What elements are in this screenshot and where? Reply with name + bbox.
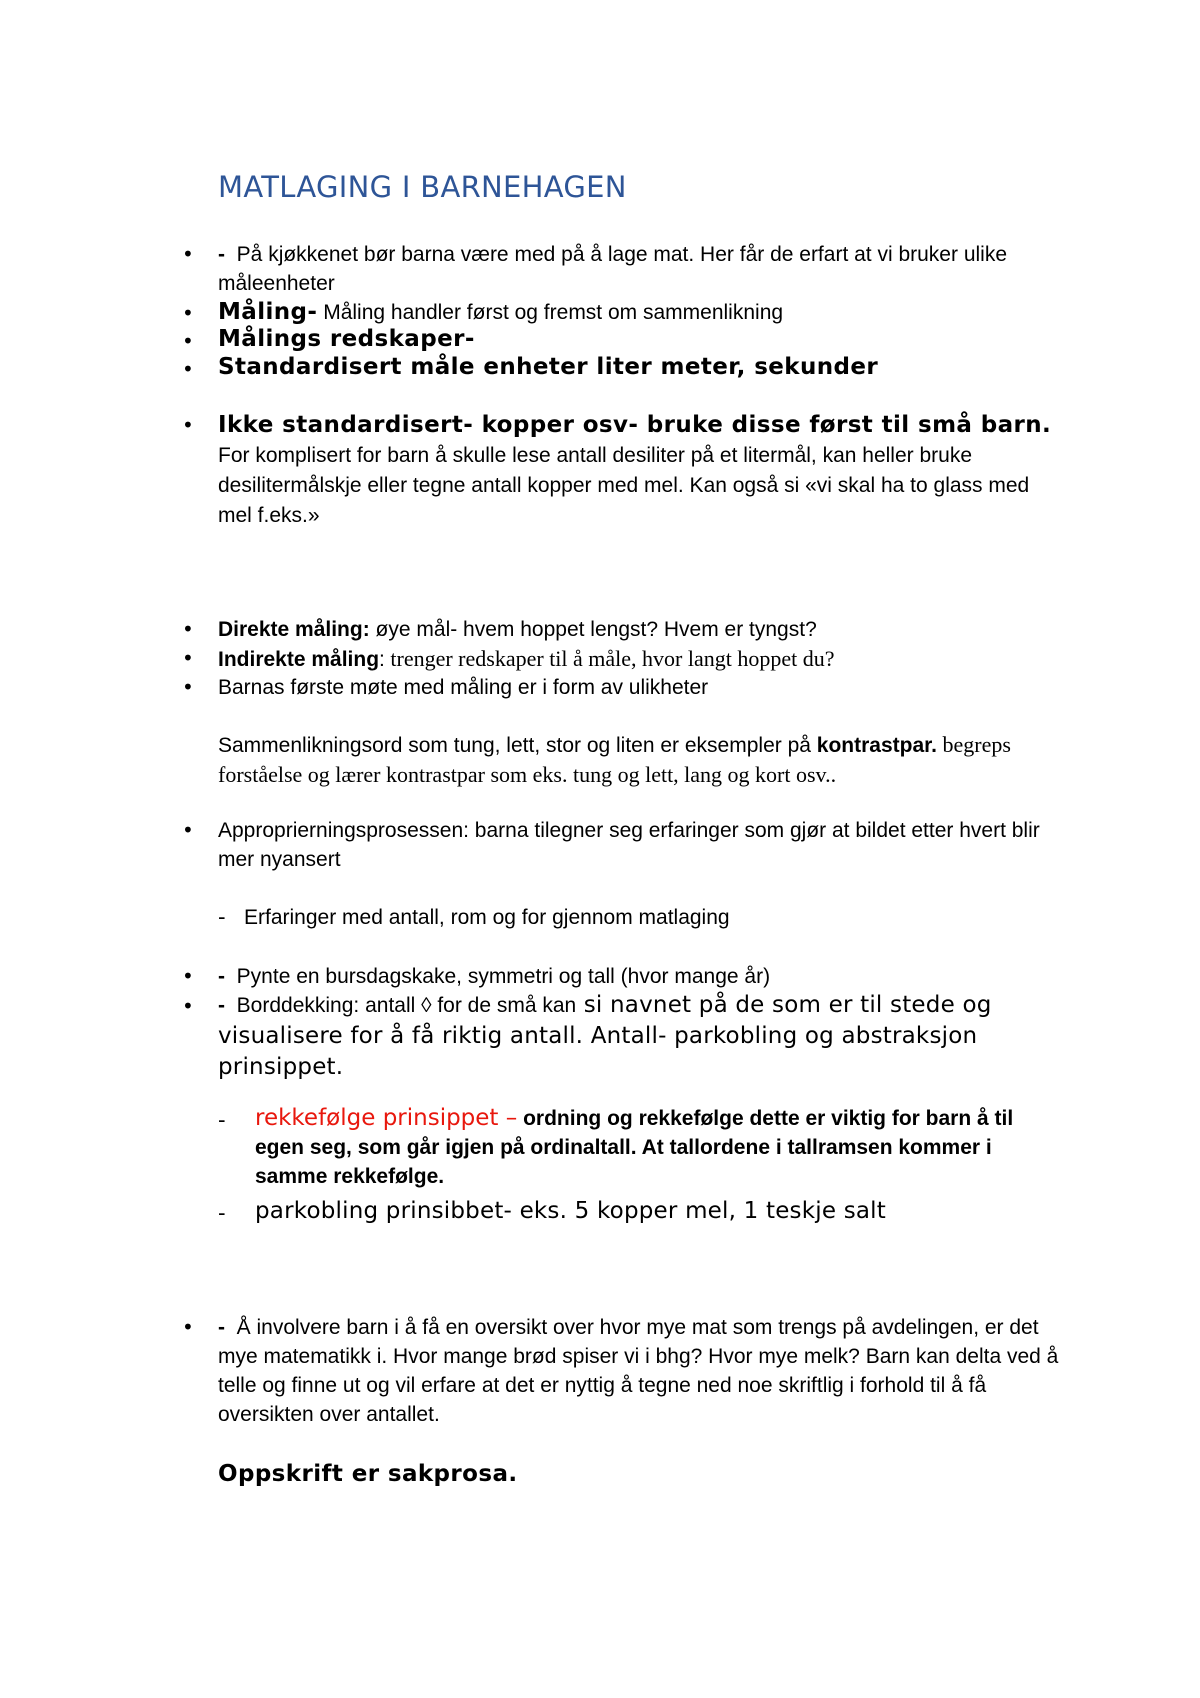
list-item (218, 962, 770, 991)
item-bold: Direkte måling: (218, 618, 370, 641)
list-item (218, 298, 783, 327)
bullet-icon: • (182, 301, 194, 325)
item-text: Pynte en bursdagskake, symmetri og tall (hvor mange år) (236, 965, 771, 988)
dash-marker: - (218, 994, 225, 1017)
dash-marker: - (218, 243, 225, 266)
bullet-icon: • (182, 242, 194, 266)
item-bold: Måling- (218, 299, 318, 325)
item-text: Borddekking: antall ◊ for de små kan (236, 994, 577, 1017)
bullet-icon: • (182, 617, 194, 641)
bullet-icon: • (182, 646, 194, 670)
bullet-icon: • (182, 675, 194, 699)
bullet-icon: • (182, 357, 194, 381)
dash-marker: - (218, 1108, 226, 1132)
bullet-icon: • (182, 964, 194, 988)
list-item (218, 816, 1080, 874)
list-item (218, 644, 835, 674)
paragraph-bold: kontrastpar. (816, 734, 937, 757)
bullet-icon: • (182, 329, 194, 353)
list-item (218, 353, 878, 382)
item-bold: Standardisert måle enheter liter meter, sekunder (218, 354, 879, 380)
list-item (218, 325, 475, 354)
list-item (218, 240, 1070, 298)
dash-marker: - (218, 965, 225, 988)
item-bold: Indirekte måling (218, 648, 380, 671)
item-text: Barnas første møte med måling er i form av ulikheter (218, 676, 709, 699)
list-item (218, 1313, 1060, 1429)
item-text: For komplisert for barn å skulle lese antall desiliter på et litermål, kan heller bruke desilitermålskje eller tegne antall kopper med mel. Kan også si «vi skal ha to glass med mel f.eks.» (218, 444, 1030, 527)
paragraph-serif: begreps forståelse og lærer kontrastpar som eks. tung og lett, lang og kort osv.. (218, 732, 1011, 787)
item-bold: ordning og rekkefølge dette er viktig for barn å til egen seg, som går igjen på ordinaltall. At tallordene i tallramsen kommer i samme rekkefølge. (255, 1107, 1014, 1188)
dash-marker: - (218, 1201, 226, 1225)
red-heading: rekkefølge prinsippet – (255, 1105, 518, 1131)
bullet-icon: • (182, 413, 194, 437)
list-item (218, 410, 1060, 531)
item-text: øye mål- hvem hoppet lengst? Hvem er tyngst? (369, 618, 817, 641)
item-bold: Ikke standardisert- kopper osv- bruke disse først til små barn. (218, 412, 1052, 438)
bullet-icon: • (182, 818, 194, 842)
list-item (218, 615, 817, 644)
item-bold: Målings redskaper- (218, 326, 475, 352)
bullet-icon: • (182, 994, 194, 1018)
paragraph-bold: Oppskrift er sakprosa. (218, 1461, 518, 1487)
paragraph (218, 730, 1090, 790)
dash-item (255, 1104, 1050, 1191)
closing-paragraph (218, 1460, 518, 1489)
item-text: Måling handler først og fremst om sammenlikning (317, 301, 784, 324)
list-item (218, 673, 708, 702)
item-text: Erfaringer med antall, rom og for gjennom matlaging (244, 906, 730, 929)
item-large-text: si navnet på de som er til stede og visualisere for å få riktig antall. Antall- parkobling og abstraksjon prinsippet. (218, 992, 992, 1080)
item-text: trenger redskaper til å måle, hvor langt hoppet du? (384, 646, 835, 671)
bullet-icon: • (182, 1315, 194, 1339)
document-title: MATLAGING I BARNEHAGEN (218, 170, 627, 204)
dash-item (255, 1197, 886, 1226)
item-colon: : (379, 648, 385, 671)
item-text: Å involvere barn i å få en oversikt over hvor mye mat som trengs på avdelingen, er det mye matematikk i. Hvor mange brød spiser vi i bhg? Hvor mye melk? Barn kan delta ved å telle og finne ut og vil erfare at det er nyttig å tegne ned noe skriftlig i forhold til å få oversikten over antallet. (218, 1316, 1059, 1426)
item-large-text: parkobling prinsibbet- eks. 5 kopper mel, 1 teskje salt (255, 1198, 886, 1224)
dash-marker: - (218, 1316, 225, 1339)
item-text: Approprierningsprosessen: barna tilegner seg erfaringer som gjør at bildet etter hvert blir mer nyansert (218, 819, 1040, 871)
paragraph-text: Sammenlikningsord som tung, lett, stor og liten er eksempler på (218, 734, 817, 757)
list-item (218, 990, 1060, 1083)
item-text: På kjøkkenet bør barna være med på å lage mat. Her får de erfart at vi bruker ulike måleenheter (218, 243, 1008, 295)
dash-marker: - (218, 905, 226, 929)
dash-item (244, 903, 730, 932)
